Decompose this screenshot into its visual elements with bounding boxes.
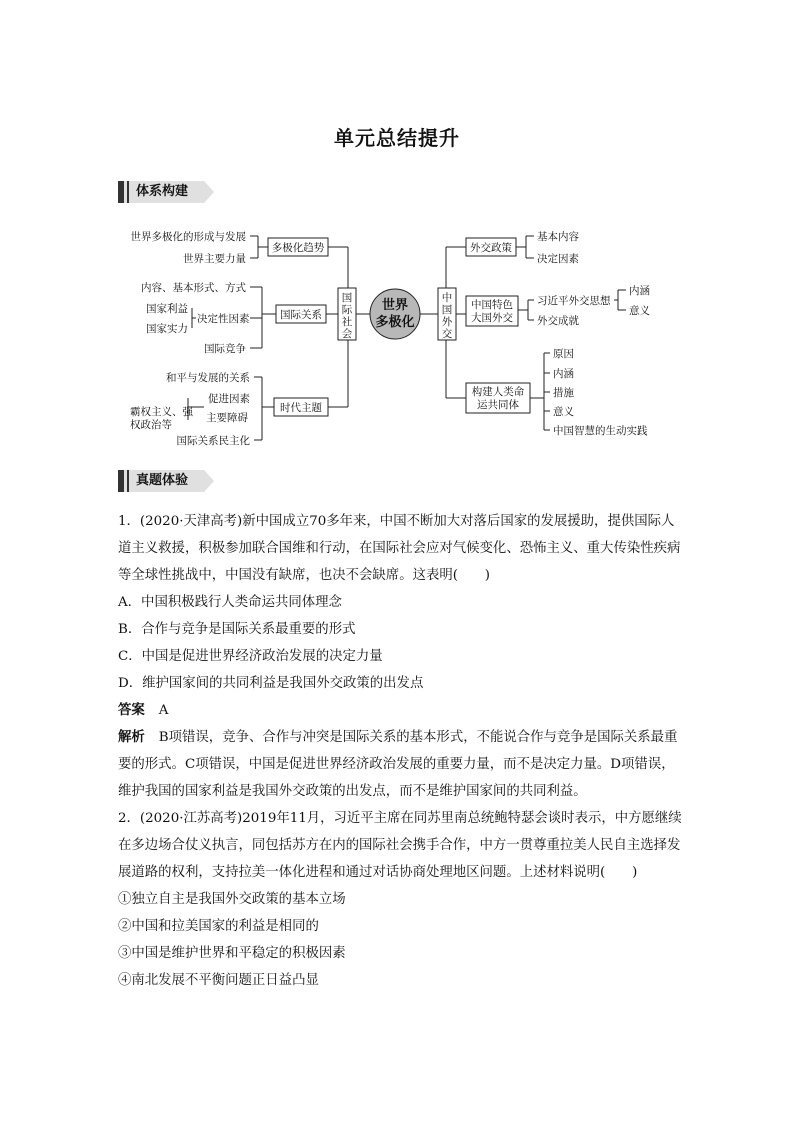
node-text: 意义 [629, 305, 650, 317]
node-text: 权政治等 [130, 419, 172, 431]
node-text: 国际竞争 [204, 343, 246, 355]
node-text: 中国智慧的生动实践 [553, 425, 648, 437]
node-text: 意义 [553, 406, 574, 418]
node-text: 国际关系民主化 [176, 435, 250, 447]
node-text: 运共同体 [477, 399, 519, 411]
node-text: 内涵 [553, 368, 574, 380]
node-text: 中国特色 [471, 299, 513, 311]
node-text: 原因 [553, 348, 574, 360]
node-text: 国 [341, 292, 353, 304]
node-text: 时代主题 [280, 402, 322, 414]
answer-line [118, 697, 682, 724]
question-1 [118, 508, 682, 805]
option-a: A．中国积极践行人类命运共同体理念 [118, 595, 342, 610]
node-text: 外交成就 [537, 315, 579, 327]
node-text: 际 [341, 304, 353, 316]
node-text: 社 [341, 316, 353, 328]
node-text: 内容、基本形式、方式 [141, 282, 246, 294]
section-header-exam [118, 470, 204, 492]
node-text: 会 [341, 328, 353, 340]
statement-2: ②中国和拉美国家的利益是相同的 [118, 919, 319, 934]
knowledge-diagram [0, 220, 794, 450]
answer-label: 答案 [118, 703, 145, 718]
statement-3: ③中国是维护世界和平稳定的积极因素 [118, 946, 346, 961]
statement-1: ①独立自主是我国外交政策的基本立场 [118, 892, 346, 907]
node-text: 中 [441, 292, 453, 304]
node-text: 世界主要力量 [183, 253, 246, 265]
section-title: 体系构建 [136, 184, 189, 199]
node-text: 多极化趋势 [271, 242, 325, 254]
node-text: 习近平外交思想 [537, 295, 611, 307]
option-d: D．维护国家间的共同利益是我国外交政策的出发点 [118, 676, 424, 691]
node-text: 和平与发展的关系 [166, 372, 250, 384]
node-text: 外 [441, 316, 453, 328]
node-text: 措施 [553, 387, 574, 399]
section-header-system [118, 181, 204, 203]
node-text: 内涵 [629, 285, 650, 297]
node-text: 世界多极化的形成与发展 [130, 231, 246, 243]
node-text: 国家实力 [146, 323, 188, 335]
node-text: 大国外交 [471, 312, 513, 324]
statement-4: ④南北发展不平衡问题正日益凸显 [118, 973, 319, 988]
node-text: 基本内容 [537, 231, 579, 243]
analysis-line [118, 724, 682, 805]
node-text: 交 [441, 328, 453, 340]
page-title: 单元总结提升 [334, 126, 460, 150]
node-text: 促进因素 [208, 393, 250, 405]
node-text: 主要障碍 [206, 412, 248, 424]
node-text: 外交政策 [470, 242, 512, 254]
center-text: 多极化 [375, 315, 415, 330]
question-stem: 1．(2020·天津高考)新中国成立70多年来，中国不断加大对落后国家的发展援助，提供国际人道主义救援，积极参加联合国维和行动，在国际社会应对气候变化、恐怖主义、重大传染性疾病等全球性挑战中，中国没有缺席，也决不会缺席。这表明( ) [118, 514, 681, 583]
node-text: 霸权主义、强 [130, 406, 193, 418]
node-text: 决定性因素 [197, 313, 250, 325]
answer-value: A [158, 703, 169, 718]
analysis-label: 解析 [118, 730, 145, 745]
node-text: 国际关系 [280, 309, 322, 321]
node-text: 构建人类命 [471, 386, 525, 398]
option-b: B．合作与竞争是国际关系最重要的形式 [118, 622, 356, 637]
section-title: 真题体验 [136, 473, 189, 488]
question-2 [118, 805, 682, 994]
option-c: C．中国是促进世界经济政治发展的决定力量 [118, 649, 383, 664]
node-text: 国 [441, 304, 453, 316]
center-circle [370, 289, 420, 339]
center-text: 世界 [381, 298, 409, 313]
question-stem: 2．(2020·江苏高考)2019年11月，习近平主席在同苏里南总统鲍特瑟会谈时表示，中方愿继续在多边场合仗义执言，同包括苏方在内的国际社会携手合作，中方一贯尊重拉美人民自主选择发展道路的权利，支持拉美一体化进程和通过对话协商处理地区问题。上述材料说明( ) [118, 811, 682, 880]
analysis-text: B项错误，竞争、合作与冲突是国际关系的基本形式，不能说合作与竞争是国际关系最重要的形式。C项错误，中国是促进世界经济政治发展的重要力量，而不是决定力量。D项错误，维护我国的国家利益是我国外交政策的出发点，而不是维护国家间的共同利益。 [118, 730, 678, 799]
node-text: 决定因素 [537, 253, 579, 265]
node-text: 国家利益 [146, 303, 188, 315]
